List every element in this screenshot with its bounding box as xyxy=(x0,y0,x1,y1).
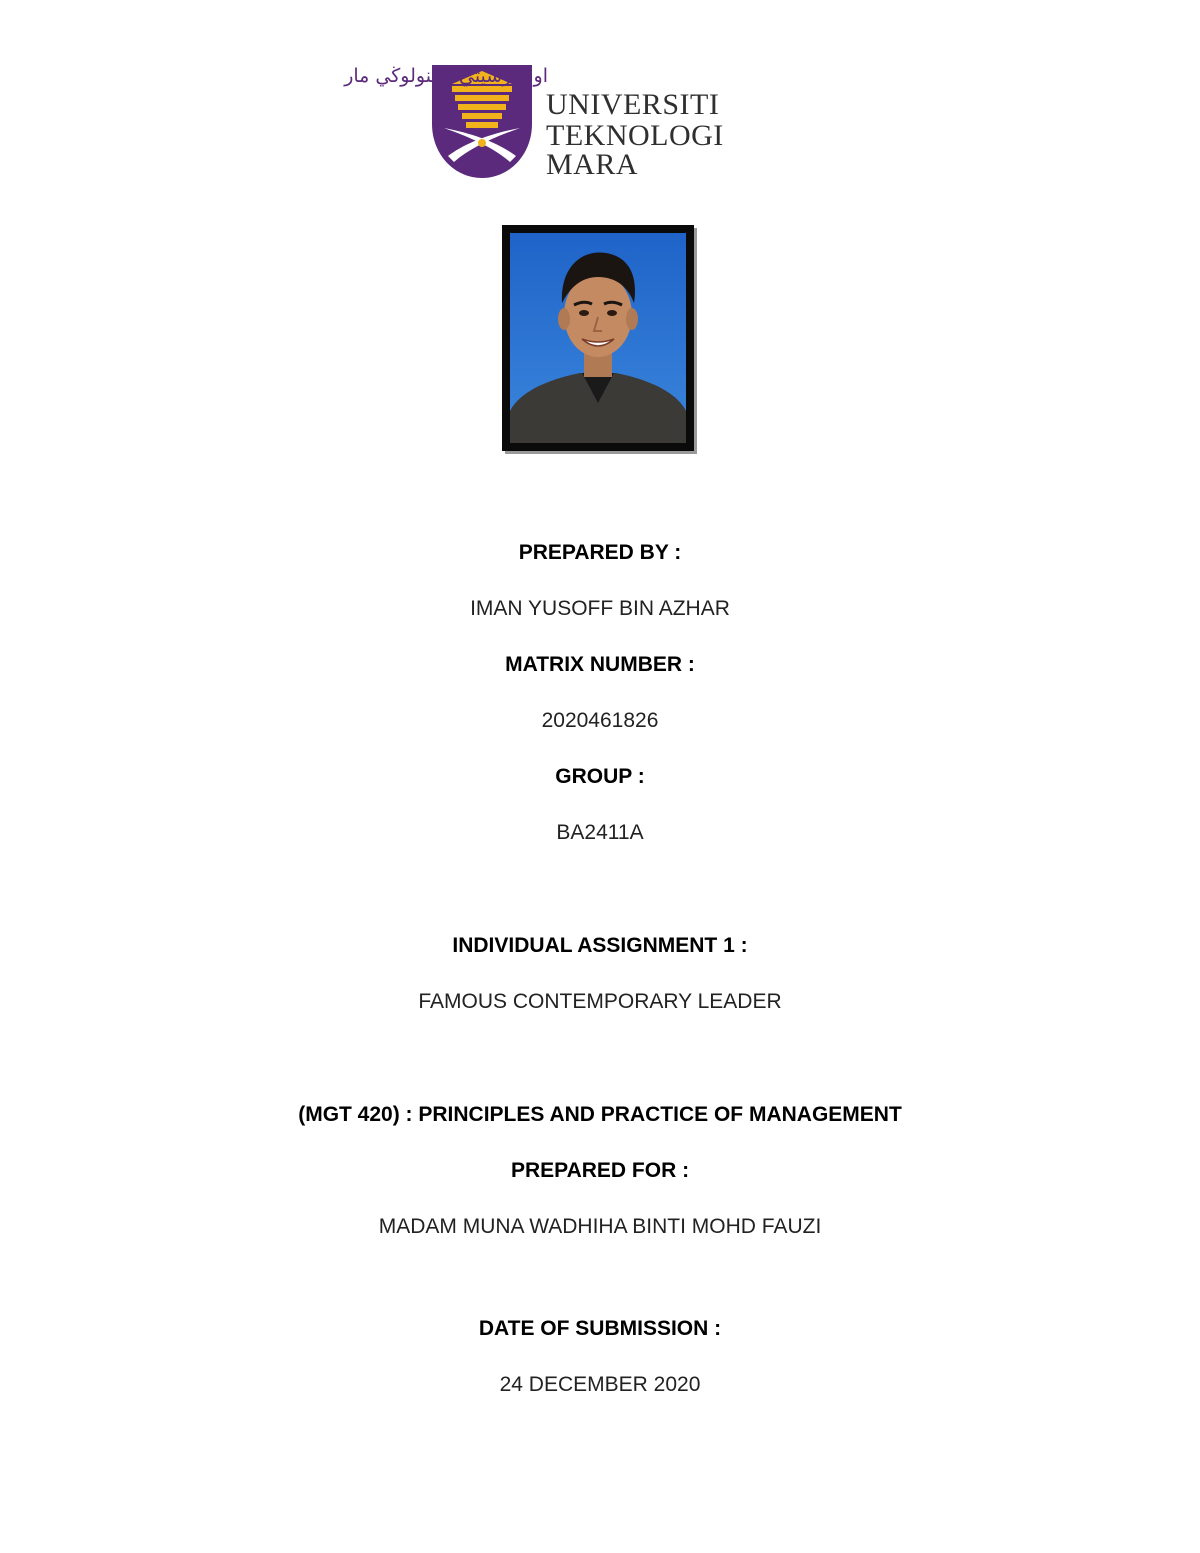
group-value: BA2411A xyxy=(556,821,644,844)
logo-line-3: MARA xyxy=(546,148,639,181)
uitm-logo xyxy=(344,62,730,182)
course-title: (MGT 420) : PRINCIPLES AND PRACTICE OF MANAGEMENT xyxy=(298,1103,902,1126)
assignment-label: INDIVIDUAL ASSIGNMENT 1 : xyxy=(452,934,748,957)
matrix-number-label: MATRIX NUMBER : xyxy=(505,653,695,676)
submission-date-value: 24 DECEMBER 2020 xyxy=(499,1373,701,1396)
logo-line-2: TEKNOLOGI xyxy=(546,119,724,152)
prepared-for-label: PREPARED FOR : xyxy=(510,1159,690,1182)
jawi-wordmark: اونيۏرسيتي تيكنولوڬي مار xyxy=(344,65,548,87)
prepared-by-label: PREPARED BY : xyxy=(518,541,682,564)
matrix-number-value: 2020461826 xyxy=(541,709,659,732)
logo-line-1: UNIVERSITI xyxy=(546,88,720,121)
student-photo xyxy=(502,225,694,451)
assignment-title: FAMOUS CONTEMPORARY LEADER xyxy=(418,990,782,1013)
student-name: IMAN YUSOFF BIN AZHAR xyxy=(470,597,730,620)
submission-date-label: DATE OF SUBMISSION : xyxy=(478,1317,722,1340)
uitm-logo-graphic xyxy=(344,62,730,182)
student-portrait-icon xyxy=(510,233,686,443)
lecturer-name: MADAM MUNA WADHIHA BINTI MOHD FAUZI xyxy=(378,1215,822,1238)
group-label: GROUP : xyxy=(555,765,645,788)
